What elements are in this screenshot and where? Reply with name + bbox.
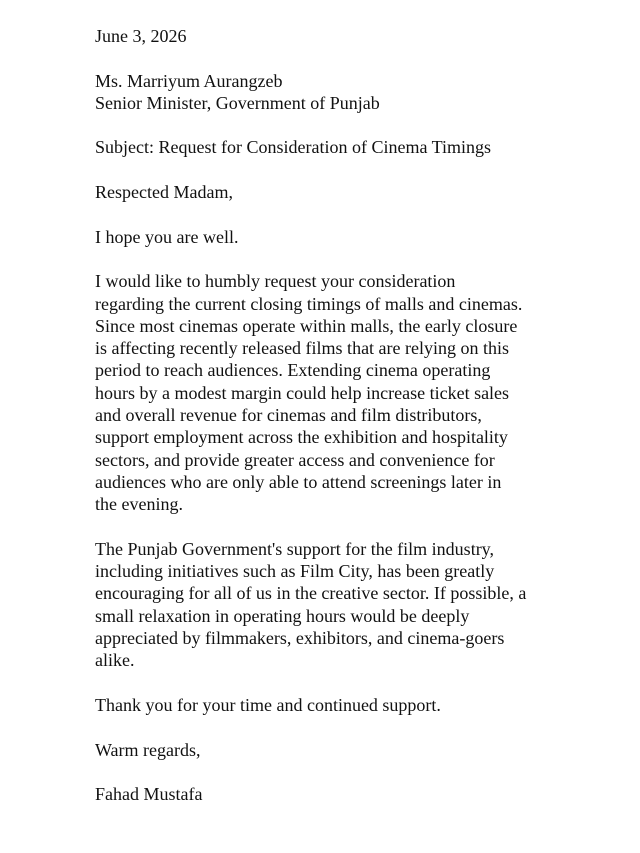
paragraph-line: including initiatives such as Film City, has been greatly (95, 561, 495, 582)
paragraph-line: small relaxation in operating hours would be deeply (95, 605, 470, 626)
paragraph-line: alike. (95, 650, 135, 671)
thanks-block (95, 694, 615, 716)
letter-date: June 3, 2026 (95, 26, 187, 46)
paragraph-line: the evening. (95, 494, 183, 515)
letter-subject: Subject: Request for Consideration of Cinema Timings (95, 137, 491, 158)
letter-document (95, 25, 615, 828)
signature-block (95, 783, 615, 805)
paragraph-line: is affecting recently released films that are relying on this (95, 338, 510, 359)
subject-block (95, 136, 615, 158)
paragraph-line: encouraging for all of us in the creative sector. If possible, a (95, 583, 527, 604)
letter-date-block (95, 25, 615, 47)
greeting-block (95, 226, 615, 248)
paragraph-line: audiences who are only able to attend screenings later in (95, 471, 502, 492)
paragraph-line: support employment across the exhibition and hospitality (95, 427, 508, 448)
paragraph-line: regarding the current closing timings of malls and cinemas. (95, 293, 523, 314)
paragraph-line: period to reach audiences. Extending cinema operating (95, 360, 491, 381)
recipient-name: Ms. Marriyum Aurangzeb (95, 70, 283, 91)
letter-signature: Fahad Mustafa (95, 784, 203, 805)
letter-closing: Warm regards, (95, 739, 201, 760)
paragraph-line: Since most cinemas operate within malls, the early closure (95, 315, 518, 336)
closing-block (95, 739, 615, 761)
letter-greeting: I hope you are well. (95, 226, 239, 247)
paragraph-line: The Punjab Government's support for the film industry, (95, 538, 495, 559)
paragraph-line: sectors, and provide greater access and convenience for (95, 449, 495, 470)
body-paragraph-2 (95, 538, 615, 672)
recipient-title: Senior Minister, Government of Punjab (95, 92, 380, 113)
paragraph-line: hours by a modest margin could help increase ticket sales (95, 382, 510, 403)
letter-thanks: Thank you for your time and continued support. (95, 694, 441, 715)
paragraph-line: I would like to humbly request your consideration (95, 271, 456, 292)
body-paragraph-1 (95, 270, 615, 515)
paragraph-line: and overall revenue for cinemas and film distributors, (95, 405, 482, 426)
salutation-block (95, 181, 615, 203)
paragraph-line: appreciated by filmmakers, exhibitors, and cinema-goers (95, 628, 505, 649)
letter-salutation: Respected Madam, (95, 182, 233, 203)
recipient-block (95, 70, 615, 115)
